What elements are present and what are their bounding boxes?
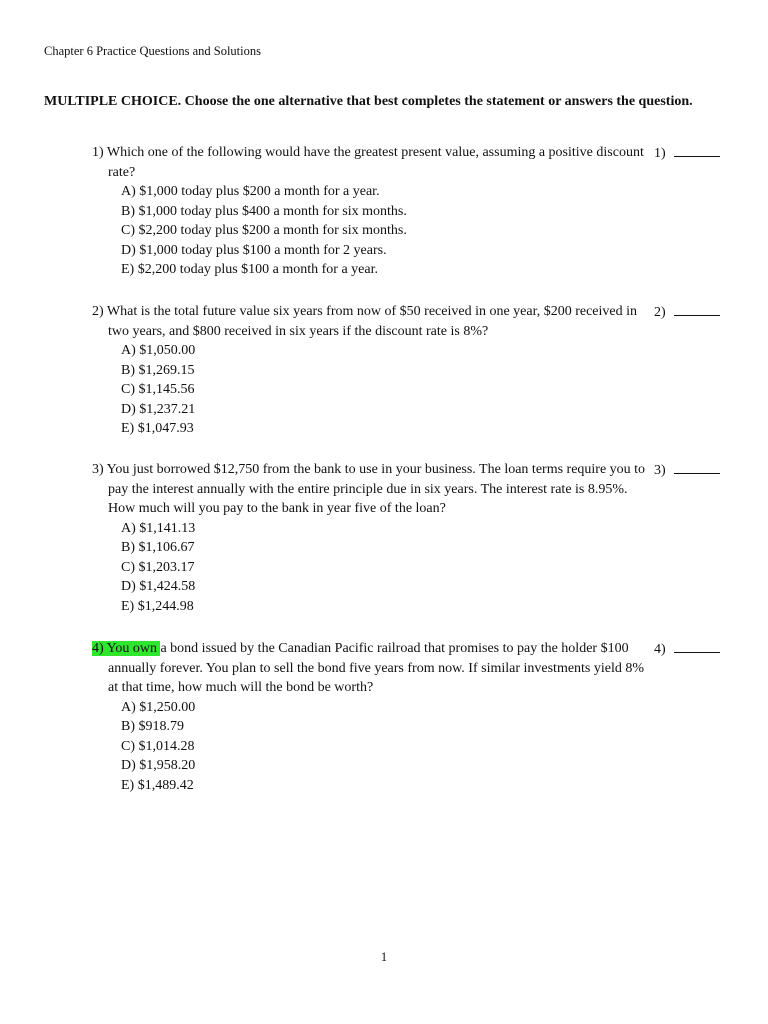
question-1-option-b: B) $1,000 today plus $400 a month for six months.: [121, 203, 407, 219]
question-4: [92, 639, 752, 795]
question-4-options: [92, 698, 752, 796]
question-2-option-d: D) $1,237.21: [121, 401, 196, 417]
question-3-option-a: A) $1,141.13: [121, 520, 196, 536]
question-2-option-e: E) $1,047.93: [121, 421, 194, 436]
question-1-option-c: C) $2,200 today plus $200 a month for six months.: [121, 223, 407, 238]
page-number: 1: [380, 950, 388, 964]
question-2-number-label: 2): [654, 305, 666, 320]
question-4-highlighted-text: 4) You own: [92, 641, 161, 656]
question-2-option-a: A) $1,050.00: [121, 343, 196, 358]
question-4-answer-blank[interactable]: [674, 639, 720, 653]
question-2: [92, 302, 752, 439]
question-2-option-b: B) $1,269.15: [121, 362, 195, 378]
question-4-option-b: B) $918.79: [121, 719, 184, 734]
question-2-answer-blank[interactable]: [674, 302, 720, 316]
question-4-number-label: 4): [654, 642, 666, 657]
question-1-option-d: D) $1,000 today plus $100 a month for 2 years.: [121, 242, 387, 258]
question-3-options: [92, 519, 752, 617]
question-1-answer-blank[interactable]: [674, 143, 720, 157]
question-1-options: [92, 182, 752, 280]
question-4-option-e: E) $1,489.42: [121, 777, 194, 793]
question-1-stem: 1) Which one of the following would have the greatest present value, assuming a positive discount rate?: [92, 145, 644, 180]
question-1: [92, 143, 752, 280]
question-4-option-c: C) $1,014.28: [121, 738, 195, 754]
question-4-option-a: A) $1,250.00: [121, 699, 196, 715]
question-4-stem-rest: a bond issued by the Canadian Pacific railroad that promises to pay the holder $100 annually forever. You plan to sell the bond five years from now. If similar investments yield 8% at that time, how much will the bond be worth?: [108, 641, 645, 695]
question-3-number-label: 3): [654, 463, 666, 478]
question-3-answer-slot: [654, 460, 720, 481]
question-1-option-e: E) $2,200 today plus $100 a month for a year.: [121, 262, 379, 277]
question-1-option-a: A) $1,000 today plus $200 a month for a year.: [121, 184, 380, 199]
instructions-text: MULTIPLE CHOICE. Choose the one alternative that best completes the statement or answers the question.: [44, 94, 693, 109]
question-4-stem: [92, 639, 653, 698]
question-1-answer-slot: [654, 143, 720, 164]
page-header-title: Chapter 6 Practice Questions and Solutions: [44, 44, 261, 58]
question-1-number-label: 1): [654, 146, 666, 161]
question-3: [92, 460, 752, 616]
question-2-stem: 2) What is the total future value six years from now of $50 received in one year, $200 received in two years, and $800 received in six years if the discount rate is 8%?: [92, 304, 637, 339]
question-4-option-d: D) $1,958.20: [121, 758, 196, 773]
question-3-stem: 3) You just borrowed $12,750 from the bank to use in your business. The loan terms require you to pay the interest annually with the entire principle due in six years. The interest rate is 8.95%. How much will you pay to the bank in year five of the loan?: [92, 462, 646, 516]
question-3-option-e: E) $1,244.98: [121, 598, 194, 614]
question-4-answer-slot: [654, 639, 720, 660]
question-3-option-c: C) $1,203.17: [121, 559, 195, 575]
question-2-options: [92, 341, 752, 439]
question-2-answer-slot: [654, 302, 720, 323]
question-3-answer-blank[interactable]: [674, 460, 720, 474]
question-3-option-d: D) $1,424.58: [121, 579, 196, 594]
question-2-option-c: C) $1,145.56: [121, 382, 195, 397]
question-3-option-b: B) $1,106.67: [121, 540, 195, 555]
